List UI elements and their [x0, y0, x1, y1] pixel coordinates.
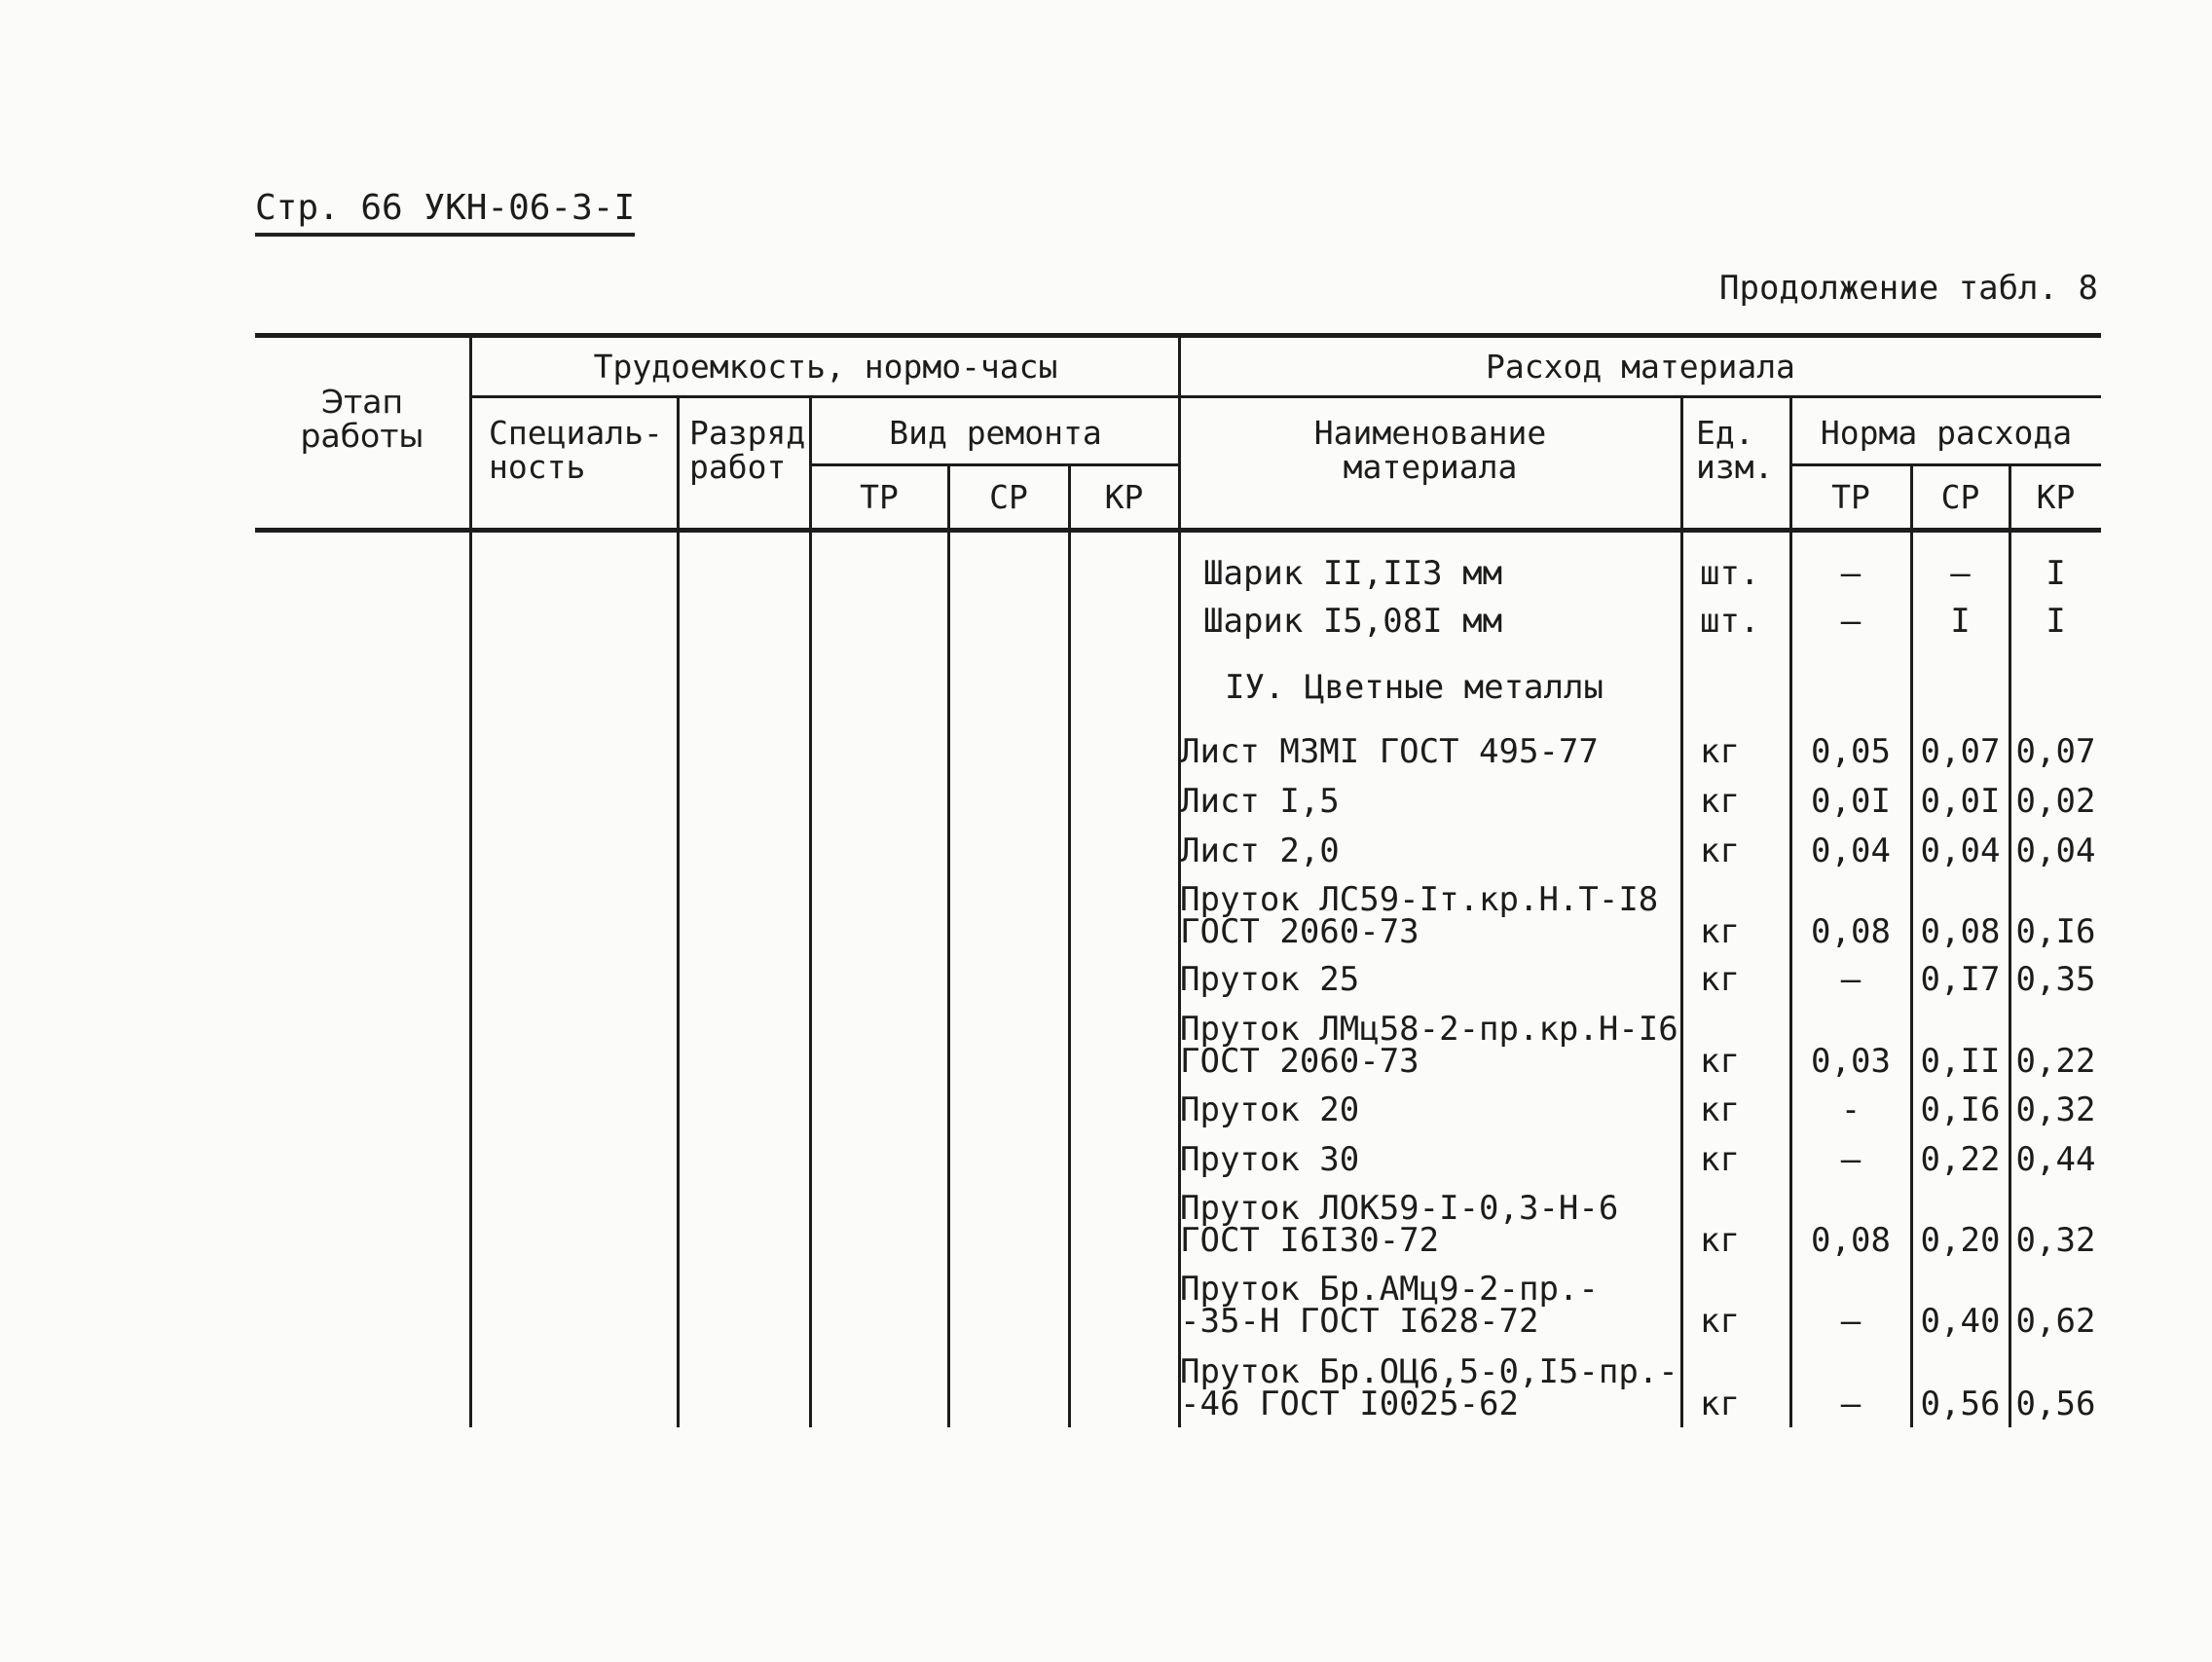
norm-tr-value: 0,08 — [1811, 1221, 1891, 1260]
unit-value: кг — [1700, 1042, 1740, 1081]
header-repair-tr: ТР — [860, 478, 899, 516]
norm-sr-value: 0,0I — [1920, 782, 2001, 821]
header-stage: Этап работы — [300, 383, 424, 455]
col-divider-tr — [947, 463, 950, 1427]
norm-kr-value: 0,56 — [2015, 1385, 2096, 1423]
norm-tr-value: – — [1840, 554, 1862, 593]
norm-kr-value: 0,22 — [2015, 1042, 2096, 1081]
norm-tr-value: 0,04 — [1811, 831, 1891, 870]
unit-value: кг — [1700, 912, 1740, 951]
norm-tr-value: – — [1840, 602, 1862, 641]
unit-value: кг — [1700, 1090, 1740, 1129]
material-name: Лист 2,0 — [1180, 831, 1340, 870]
header-material-name: Наименование материала — [1313, 414, 1547, 486]
material-name: Шарик II,II3 мм — [1203, 554, 1503, 593]
norm-kr-value: 0,32 — [2015, 1221, 2096, 1260]
norm-tr-value: - — [1840, 1090, 1862, 1129]
unit-value: кг — [1700, 1140, 1740, 1179]
norm-kr-value: I — [2046, 602, 2066, 641]
material-name: Пруток 20 — [1180, 1090, 1360, 1129]
unit-value: кг — [1700, 831, 1740, 870]
section-heading: IУ. Цветные металлы — [1225, 668, 1604, 707]
unit-value: шт. — [1700, 602, 1760, 641]
col-divider-grade — [809, 395, 812, 1427]
norm-tr-value: – — [1840, 1302, 1862, 1341]
header-divider-norm — [1791, 463, 2101, 466]
header-unit: Ед. изм. — [1696, 414, 1774, 486]
norm-tr-value: 0,08 — [1811, 912, 1891, 951]
material-name-line2: -35-Н ГОСТ I628-72 — [1180, 1302, 1539, 1341]
norm-tr-value: – — [1840, 1140, 1862, 1179]
norm-sr-value: 0,I7 — [1920, 960, 2001, 999]
material-name: Лист I,5 — [1180, 782, 1340, 821]
material-name: Пруток ЛОК59-I-0,3-Н-6 — [1180, 1189, 1619, 1228]
material-name: Шарик I5,08I мм — [1203, 602, 1503, 641]
unit-value: кг — [1700, 960, 1740, 999]
norm-sr-value: 0,22 — [1920, 1140, 2001, 1179]
header-norm-kr: КР — [2036, 478, 2076, 516]
norm-sr-value: 0,I6 — [1920, 1090, 2001, 1129]
header-repair-sr: СР — [989, 478, 1028, 516]
norm-kr-value: 0,I6 — [2015, 912, 2096, 951]
norm-tr-value: 0,03 — [1811, 1042, 1891, 1081]
unit-value: шт. — [1700, 554, 1760, 593]
unit-value: кг — [1700, 1302, 1740, 1341]
norm-sr-value: I — [1950, 602, 1971, 641]
header-norm: Норма расхода — [1820, 414, 2073, 452]
norm-tr-value: – — [1840, 960, 1862, 999]
norm-kr-value: 0,04 — [2015, 831, 2096, 870]
norm-sr-value: 0,40 — [1920, 1302, 2001, 1341]
col-divider-sr — [1068, 463, 1071, 1427]
material-name: Пруток 30 — [1180, 1140, 1360, 1179]
material-name: Пруток 25 — [1180, 960, 1360, 999]
material-name: Пруток ЛМц58-2-пр.кр.Н-I6 — [1180, 1010, 1678, 1049]
header-norm-sr: СР — [1940, 478, 1980, 516]
norm-kr-value: 0,07 — [2015, 732, 2096, 771]
material-name: Лист М3МI ГОСТ 495-77 — [1180, 732, 1599, 771]
header-labor: Трудоемкость, нормо-часы — [593, 348, 1058, 386]
norm-sr-value: 0,56 — [1920, 1385, 2001, 1423]
col-divider-specialty — [677, 395, 680, 1427]
norm-kr-value: 0,32 — [2015, 1090, 2096, 1129]
material-name-line2: -46 ГОСТ I0025-62 — [1180, 1385, 1519, 1423]
norm-sr-value: 0,II — [1920, 1042, 2001, 1081]
header-material-consumption: Расход материала — [1486, 348, 1795, 386]
material-name: Пруток Бр.АМц9-2-пр.- — [1180, 1270, 1599, 1309]
unit-value: кг — [1700, 1385, 1740, 1423]
page-header: Стр. 66 УКН-06-3-I — [255, 187, 635, 237]
material-name: Пруток Бр.ОЦ6,5-0,I5-пр.- — [1180, 1352, 1678, 1391]
header-grade: Разряд работ — [689, 414, 806, 486]
norm-sr-value: – — [1950, 554, 1971, 593]
norm-kr-value: 0,62 — [2015, 1302, 2096, 1341]
norm-tr-value: – — [1840, 1385, 1862, 1423]
col-divider-stage — [469, 333, 472, 1427]
header-repair-type: Вид ремонта — [889, 414, 1102, 452]
unit-value: кг — [1700, 732, 1740, 771]
norm-tr-value: 0,05 — [1811, 732, 1891, 771]
col-divider-material-name — [1680, 395, 1683, 1427]
norm-tr-value: 0,0I — [1811, 782, 1891, 821]
norm-sr-value: 0,08 — [1920, 912, 2001, 951]
material-name-line2: ГОСТ 2060-73 — [1180, 1042, 1419, 1081]
unit-value: кг — [1700, 1221, 1740, 1260]
norm-kr-value: 0,02 — [2015, 782, 2096, 821]
norm-sr-value: 0,04 — [1920, 831, 2001, 870]
header-divider-material — [1180, 395, 2101, 398]
norm-sr-value: 0,07 — [1920, 732, 2001, 771]
header-divider-labor — [471, 395, 1180, 398]
header-divider-repair-type — [811, 463, 1180, 466]
norm-kr-value: I — [2046, 554, 2066, 593]
material-name-line2: ГОСТ I6I30-72 — [1180, 1221, 1440, 1260]
header-specialty: Специаль- ность — [489, 414, 663, 486]
header-norm-tr: ТР — [1831, 478, 1870, 516]
unit-value: кг — [1700, 782, 1740, 821]
norm-kr-value: 0,35 — [2015, 960, 2096, 999]
header-repair-kr: КР — [1104, 478, 1144, 516]
norm-kr-value: 0,44 — [2015, 1140, 2096, 1179]
col-divider-unit — [1789, 395, 1792, 1427]
material-name-line2: ГОСТ 2060-73 — [1180, 912, 1419, 951]
table-continuation-label: Продолжение табл. 8 — [1719, 269, 2098, 308]
norm-sr-value: 0,20 — [1920, 1221, 2001, 1260]
material-name: Пруток ЛС59-Iт.кр.Н.Т-I8 — [1180, 880, 1659, 919]
